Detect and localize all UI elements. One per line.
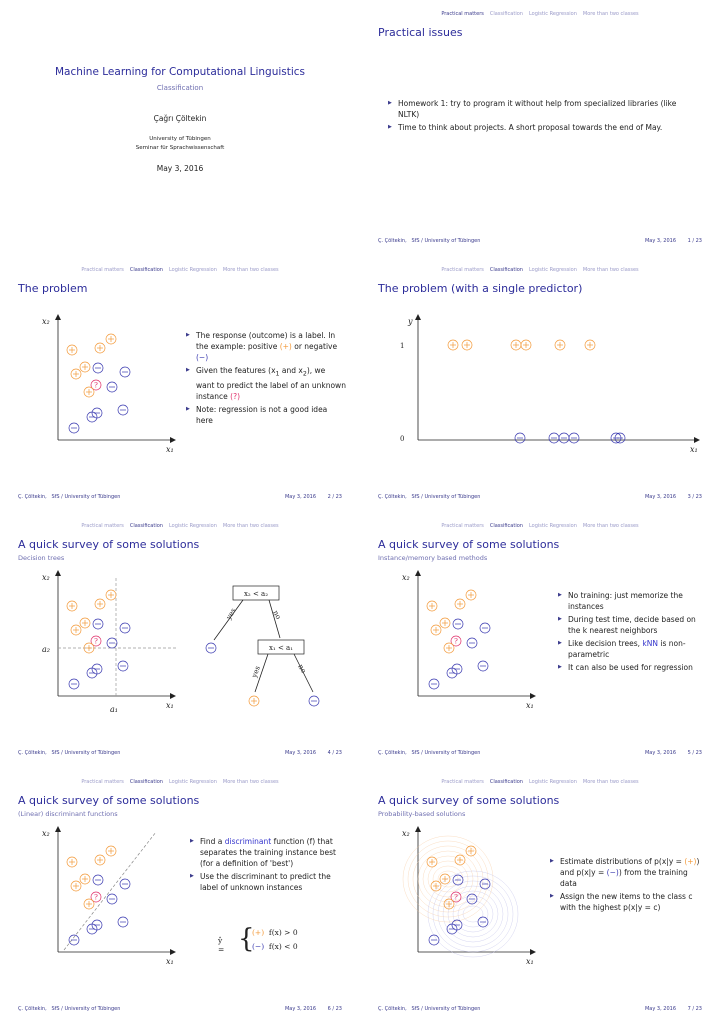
slide-title-text: Practical issues: [378, 26, 463, 39]
bullet: ▶ The response (outcome) is a label. In the example: positive (+) or negative (−): [186, 330, 346, 363]
x-arrow: [170, 949, 176, 955]
slide-1: Practical matters Classification Logistic Regression More than two classes Practical issues ▶ Homework 1: try to program it without help from specialized libraries (like NLTK) ▶ Time to think about projects. A short proposal towards the end of May. Ç. Çöltekin, SfS / University of Tübingen May 3, 2016 1 / 23: [368, 6, 712, 244]
negative-instance: [467, 894, 477, 904]
negative-instance: [107, 638, 117, 648]
x2-axis-label: x₂: [42, 317, 50, 326]
nav-bar: Practical matters Classification Logistic Regression More than two classes: [81, 779, 279, 785]
single-predictor-plot: [378, 312, 703, 462]
slide-title: [8, 6, 352, 244]
x2-axis-label: x₂: [402, 573, 410, 582]
bullet: ▶ Like decision trees, kNN is non-parametric: [558, 638, 706, 660]
svg-text:?: ?: [454, 893, 458, 902]
svg-text:?: ?: [454, 637, 458, 646]
positive-instance: [84, 899, 94, 909]
negative-instance: [120, 623, 130, 633]
positive-instance: [71, 881, 81, 891]
deck-affil2: Seminar für Sprachwissenschaft: [135, 145, 225, 151]
tick-label-0: 0: [400, 435, 405, 443]
deck-author: Çağrı Çöltekin: [153, 114, 207, 123]
positive-instance: [106, 590, 116, 600]
positive-instance: [448, 340, 458, 350]
negative-instance: [120, 367, 130, 377]
negative-instance: [478, 661, 488, 671]
positive-instance: [71, 369, 81, 379]
slide-title-text: The problem (with a single predictor): [378, 282, 583, 295]
edge-no-label: no: [271, 609, 283, 621]
x1-axis-label: x₁: [526, 957, 534, 966]
positive-instance: [106, 846, 116, 856]
nav-logistic[interactable]: Logistic Regression: [528, 11, 577, 17]
negative-instance: [549, 433, 559, 443]
slide-4: Practical matters Classification Logistic Regression More than two classes A quick survey of some solutions Decision trees x₂ x₁ a₁ a₂ ? x₂ < a₂ yes no x₁ < a₁ yes no Ç. Çöltekin, SfS / University of Tübingen May 3, 2016 4 / 23: [8, 518, 352, 756]
nav-bar: Practical matters Classification Logistic Regression More than two classes: [81, 523, 279, 529]
svg-text:?: ?: [94, 381, 98, 390]
y-arrow: [55, 826, 61, 832]
edge-yes-label-2: yes: [250, 664, 262, 679]
positive-instance: [80, 362, 90, 372]
positive-instance: [427, 601, 437, 611]
negative-instance: [118, 661, 128, 671]
discriminant-plot: [18, 824, 178, 974]
negative-instance: [206, 643, 216, 653]
nav-bar: Practical matters Classification Logistic Regression More than two classes: [81, 267, 279, 273]
negative-instance: [93, 363, 103, 373]
x1-axis-label: x₁: [690, 445, 698, 454]
positive-instance: [80, 874, 90, 884]
negative-instance: [429, 679, 439, 689]
positive-instance: [67, 601, 77, 611]
deck-title: Machine Learning for Computational Linguistics: [54, 66, 306, 78]
bullet: ▶ Find a discriminant function (f) that separates the training instance best (for a definition of 'best'): [190, 836, 346, 869]
negative-instance: [480, 623, 490, 633]
positive-instance: [585, 340, 595, 350]
positive-instance: [80, 618, 90, 628]
x-arrow: [530, 693, 536, 699]
negative-instance: [309, 696, 319, 706]
bullet: ▶ Homework 1: try to program it without help from specialized libraries (like NLTK): [388, 98, 688, 120]
tick-label-1: 1: [400, 342, 405, 350]
bullet-list: [550, 856, 706, 915]
x-arrow: [530, 949, 536, 955]
positive-instance: [455, 599, 465, 609]
negative-instance: [93, 875, 103, 885]
x1-axis-label: x₁: [166, 701, 174, 710]
negative-instance: [515, 433, 525, 443]
slide-subtitle: (Linear) discriminant functions: [18, 810, 118, 818]
probability-plot: [378, 824, 538, 974]
x-arrow: [170, 693, 176, 699]
slide-title-text: A quick survey of some solutions: [18, 538, 200, 551]
positive-instance: [249, 696, 259, 706]
decision-tree-plot: [18, 568, 343, 728]
negative-instance: [569, 433, 579, 443]
x2-axis-label: x₂: [42, 829, 50, 838]
bullet: ▶ Given the features ($x_1$ and $x_2$), we want to predict the label of an unknown instance (?): [186, 365, 346, 402]
bullet-list: [388, 98, 688, 135]
edge-yes-label: yes: [224, 606, 238, 621]
positive-instance: [466, 846, 476, 856]
negative-instance: [559, 433, 569, 443]
positive-instance: [440, 618, 450, 628]
bullet-list: [186, 330, 346, 428]
x-arrow: [694, 437, 700, 443]
positive-instance: [462, 340, 472, 350]
y-arrow: [415, 314, 421, 320]
positive-instance: [95, 855, 105, 865]
slide-7: Practical matters Classification Logistic Regression More than two classes A quick survey of some solutions Probability-based solutions x₂ x₁ ? ▶ Estimate distributions of p(x|y = (+)) and p(x|y = (−)) from the training data ▶ Assign the new items to the class c with the highest p(x|y = c) Ç. Çöltekin, SfS / University of Tübingen May 3, 2016 7 / 23: [368, 774, 712, 1012]
negative-instance: [478, 917, 488, 927]
svg-text:?: ?: [94, 893, 98, 902]
deck-affil1: University of Tübingen: [149, 136, 211, 142]
nav-bar: [368, 11, 712, 17]
bullet: ▶ Time to think about projects. A short proposal towards the end of May.: [388, 122, 688, 133]
bullet: ▶ During test time, decide based on the k nearest neighbors: [558, 614, 706, 636]
slide-title-text: A quick survey of some solutions: [378, 794, 560, 807]
bullet: ▶ Assign the new items to the class c with the highest p(x|y = c): [550, 891, 706, 913]
x-arrow: [170, 437, 176, 443]
negative-instance: [69, 935, 79, 945]
x1-axis-label: x₁: [166, 445, 174, 454]
slide-5: Practical matters Classification Logistic Regression More than two classes A quick survey of some solutions Instance/memory based methods x₂ x₁ ? ▶ No training: just memorize the instances ▶ During test time, decide based on the k nearest neighbors ▶ Like decision trees, kNN is non-parametric ▶ It can also be used for regression Ç. Çöltekin, SfS / University of Tübingen May 3, 2016 5 / 23: [368, 518, 712, 756]
negative-instance: [429, 935, 439, 945]
nav-practical[interactable]: Practical matters: [441, 11, 484, 17]
nav-bar: Practical matters Classification Logistic Regression More than two classes: [441, 267, 639, 273]
positive-instance: [67, 857, 77, 867]
deck-subtitle: Classification: [156, 84, 204, 92]
x1-axis-label: x₁: [166, 957, 174, 966]
slide-title-text: The problem: [18, 282, 88, 295]
slide-2: Practical matters Classification Logistic Regression More than two classes The problem x₂ x₁ ? ▶ The response (outcome) is a label. In the example: positive (+) or negative (−) ▶ Given the features ($x_1$ and $x_2$), we want to predict the label of an unknown instance (?) ▶ Note: regression is not a good idea here Ç. Çöltekin, SfS / University of Tübingen May 3, 2016 2 / 23: [8, 262, 352, 500]
y-arrow: [415, 570, 421, 576]
y-axis-label: y: [408, 317, 413, 326]
tree-root-label: x₂ < a₂: [243, 590, 269, 598]
bullet: ▶ Use the discriminant to predict the label of unknown instances: [190, 871, 346, 893]
negative-instance: [120, 879, 130, 889]
y-arrow: [55, 570, 61, 576]
positive-instance: [67, 345, 77, 355]
nav-bar: Practical matters Classification Logistic Regression More than two classes: [441, 779, 639, 785]
negative-instance: [69, 679, 79, 689]
negative-instance: [107, 894, 117, 904]
slide-title-text: A quick survey of some solutions: [378, 538, 560, 551]
x2-axis-label: x₂: [402, 829, 410, 838]
positive-instance: [71, 625, 81, 635]
positive-instance: [440, 874, 450, 884]
negative-instance: [453, 619, 463, 629]
slide-subtitle: Decision trees: [18, 554, 65, 562]
bullet: ▶ It can also be used for regression: [558, 662, 706, 673]
slide-subtitle: Probability-based solutions: [378, 810, 466, 818]
negative-instance: [69, 423, 79, 433]
bullet: ▶ Estimate distributions of p(x|y = (+)) and p(x|y = (−)) from the training data: [550, 856, 706, 889]
negative-instance: [93, 619, 103, 629]
knn-plot: [378, 568, 538, 718]
negative-instance: [453, 875, 463, 885]
nav-bar: Practical matters Classification Logistic Regression More than two classes: [441, 523, 639, 529]
positive-instance: [106, 334, 116, 344]
negative-instance: [480, 879, 490, 889]
negative-instance: [118, 917, 128, 927]
bullet: ▶ Note: regression is not a good idea here: [186, 404, 346, 426]
bullet-list: [558, 590, 706, 675]
positive-instance: [511, 340, 521, 350]
slide-subtitle: Instance/memory based methods: [378, 554, 488, 562]
density-shading: [403, 836, 518, 957]
nav-more[interactable]: More than two classes: [582, 11, 639, 17]
svg-text:?: ?: [94, 637, 98, 646]
slide-6: Practical matters Classification Logistic Regression More than two classes A quick survey of some solutions (Linear) discriminant functions x₂ x₁ ? ▶ Find a discriminant function (f) that separates the training instance best (for a definition of 'best') ▶ Use the discriminant to predict the label of unknown instances ŷ = { (+) f(x) > 0 (−) f(x) < 0 Ç. Çöltekin, SfS / University of Tübingen May 3, 2016 6 / 23: [8, 774, 352, 1012]
bullet-list: [190, 836, 346, 895]
deck-date: May 3, 2016: [156, 164, 204, 173]
nav-classification[interactable]: Classification: [489, 11, 523, 17]
positive-instance: [84, 387, 94, 397]
x1-axis-label: x₁: [526, 701, 534, 710]
a2-label: a₂: [42, 645, 50, 654]
positive-instance: [455, 855, 465, 865]
x2-axis-label: x₂: [42, 573, 50, 582]
tree-child-label: x₁ < a₁: [268, 644, 294, 652]
y-arrow: [55, 314, 61, 320]
edge-no-label-2: no: [296, 663, 308, 675]
y-arrow: [415, 826, 421, 832]
positive-instance: [427, 857, 437, 867]
positive-instance: [95, 343, 105, 353]
positive-instance: [444, 643, 454, 653]
slide-3: Practical matters Classification Logistic Regression More than two classes The problem (with a single predictor) y x₁ 1 0 Ç. Çöltekin, SfS / University of Tübingen May 3, 2016 3 / 23: [368, 262, 712, 500]
positive-instance: [431, 625, 441, 635]
a1-label: a₁: [110, 705, 118, 714]
edge-no-2: [294, 654, 313, 692]
negative-instance: [467, 638, 477, 648]
positive-instance: [95, 599, 105, 609]
positive-instance: [555, 340, 565, 350]
positive-instance: [521, 340, 531, 350]
slide-title-text: A quick survey of some solutions: [18, 794, 200, 807]
positive-instance: [466, 590, 476, 600]
bullet: ▶ No training: just memorize the instances: [558, 590, 706, 612]
negative-instance: [118, 405, 128, 415]
negative-instance: [107, 382, 117, 392]
scatter-plot: [18, 312, 178, 462]
